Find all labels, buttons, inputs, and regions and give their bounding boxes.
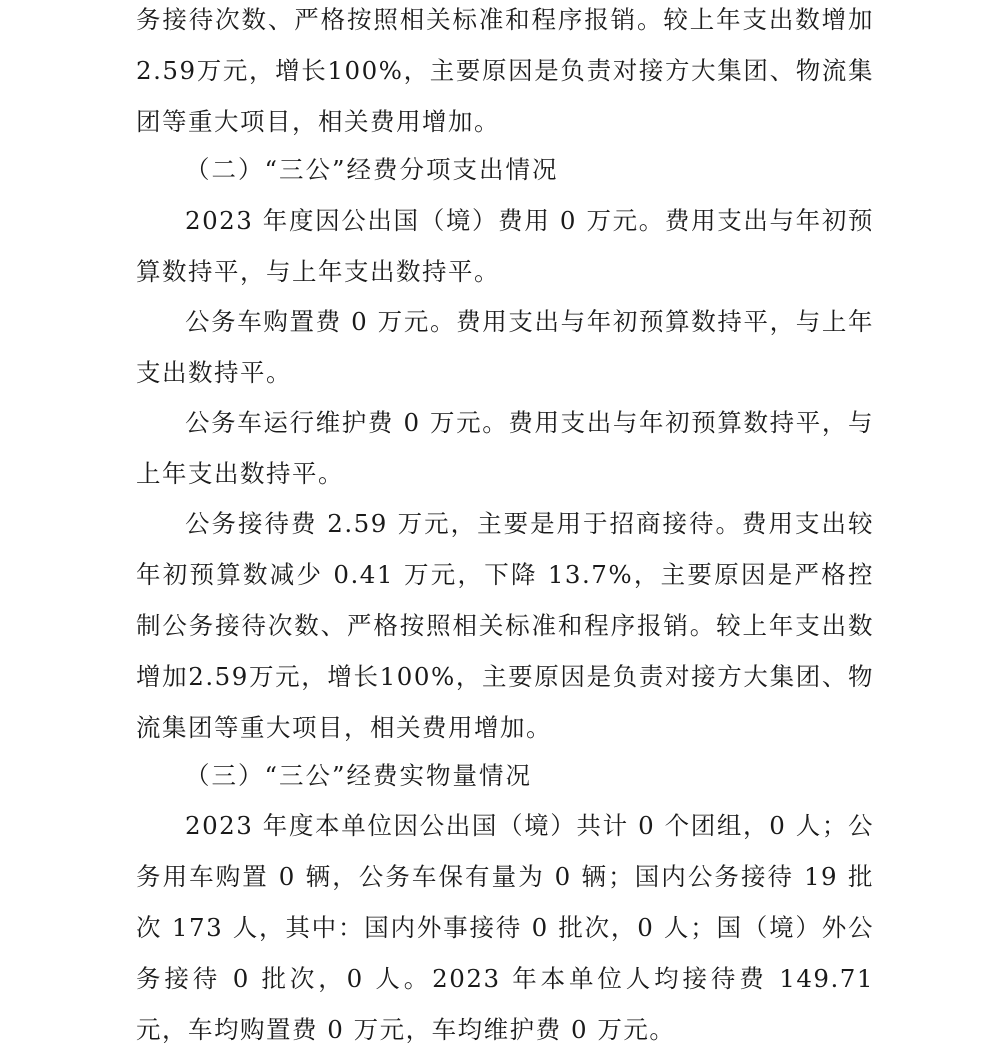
paragraph-physical-quantity-details: 2023 年度本单位因公出国（境）共计 0 个团组，0 人；公务用车购置 0 辆，公务车保有量为 0 辆；国内公务接待 19 批次 173 人，其中：国内外事接待 0 批次，0 人；国（境）外公务接待 0 批次，0 人。2023 年本单位人均接待费 149.71 元，车均购置费 0 万元，车均维护费 0 万元。: [136, 811, 874, 1044]
section-heading-physical-quantity: （三）“三公”经费实物量情况: [185, 761, 533, 790]
paragraph-vehicle-maintenance-cost: 公务车运行维护费 0 万元。费用支出与年初预算数持平，与上年支出数持平。: [136, 408, 874, 488]
paragraph-vehicle-purchase-cost: 公务车购置费 0 万元。费用支出与年初预算数持平，与上年支出数持平。: [136, 307, 874, 387]
paragraph-overseas-travel-cost: 2023 年度因公出国（境）费用 0 万元。费用支出与年初预算数持平，与上年支出数持平。: [136, 206, 874, 286]
section-heading-itemized-expenditure: （二）“三公”经费分项支出情况: [185, 155, 559, 184]
paragraph-reception-cost: 公务接待费 2.59 万元，主要是用于招商接待。费用支出较年初预算数减少 0.41 万元，下降 13.7%，主要原因是严格控制公务接待次数、严格按照相关标准和程序报销。较上年支出数增加2.59万元，增长100%，主要原因是负责对接方大集团、物流集团等重大项目，相关费用增加。: [136, 509, 874, 742]
continuation-paragraph: 务接待次数、严格按照相关标准和程序报销。较上年支出数增加2.59万元，增长100%，主要原因是负责对接方大集团、物流集团等重大项目，相关费用增加。: [136, 5, 874, 136]
